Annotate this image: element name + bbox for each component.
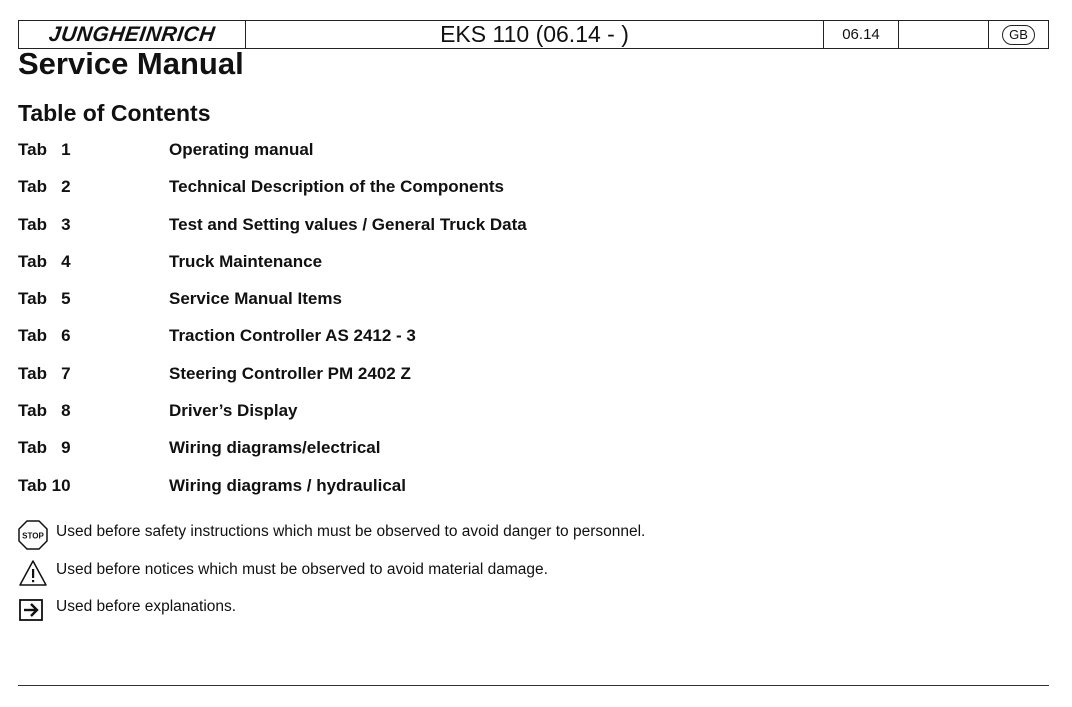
tab-title: Operating manual bbox=[169, 140, 314, 159]
toc-item[interactable] bbox=[18, 401, 718, 438]
tab-number: Tab 6 bbox=[18, 326, 71, 346]
legend-text: Used before notices which must be observed to avoid material damage. bbox=[56, 560, 548, 578]
toc-item[interactable] bbox=[18, 177, 718, 214]
toc-item[interactable] bbox=[18, 140, 718, 177]
tab-number: Tab 4 bbox=[18, 251, 71, 271]
language-badge: GB bbox=[1002, 25, 1035, 45]
tab-number: Tab 1 bbox=[18, 140, 71, 159]
tab-title: Truck Maintenance bbox=[169, 251, 323, 271]
legend-text: Used before explanations. bbox=[56, 598, 237, 615]
document-header bbox=[18, 20, 1049, 49]
page-title: Service Manual bbox=[18, 46, 244, 81]
tab-title: Technical Description of the Components bbox=[169, 177, 504, 197]
legend-text: Used before safety instructions which must be observed to avoid danger to personnel. bbox=[56, 523, 646, 540]
tab-title: Wiring diagrams / hydraulical bbox=[169, 475, 406, 495]
tab-title: Traction Controller AS 2412 - 3 bbox=[169, 326, 416, 346]
toc-item[interactable] bbox=[18, 364, 718, 401]
toc-item[interactable] bbox=[18, 438, 718, 475]
toc-item[interactable] bbox=[18, 252, 718, 289]
blank-cell bbox=[899, 21, 989, 48]
tab-title: Wiring diagrams/electrical bbox=[169, 438, 381, 458]
tab-number: Tab 5 bbox=[18, 289, 71, 309]
toc-item[interactable] bbox=[18, 215, 718, 252]
tab-number: Tab 3 bbox=[18, 214, 71, 234]
tab-number: Tab 10 bbox=[18, 475, 71, 495]
tab-title: Driver’s Display bbox=[169, 401, 298, 421]
date-cell bbox=[824, 21, 899, 48]
toc-item[interactable] bbox=[18, 326, 718, 363]
tab-number: Tab 7 bbox=[18, 363, 71, 383]
language-cell bbox=[989, 21, 1048, 48]
toc-heading: Table of Contents bbox=[18, 100, 211, 126]
tab-number: Tab 8 bbox=[18, 401, 71, 421]
brand-cell bbox=[19, 21, 246, 48]
table-of-contents bbox=[18, 140, 718, 513]
footer-divider bbox=[18, 685, 1049, 686]
tab-title: Steering Controller PM 2402 Z bbox=[169, 363, 411, 383]
document-date: 06.14 bbox=[842, 26, 880, 43]
toc-item[interactable] bbox=[18, 476, 718, 513]
tab-number: Tab 2 bbox=[18, 177, 71, 197]
tab-title: Service Manual Items bbox=[169, 289, 342, 309]
stop-icon-text: STOP bbox=[22, 531, 44, 541]
model-cell bbox=[246, 21, 824, 48]
tab-number: Tab 9 bbox=[18, 438, 71, 458]
arrow-right-icon bbox=[18, 595, 48, 625]
model-title: EKS 110 (06.14 - ) bbox=[440, 21, 629, 47]
stop-icon bbox=[18, 520, 48, 550]
tab-title: Test and Setting values / General Truck Data bbox=[169, 214, 527, 234]
warning-icon bbox=[18, 558, 48, 588]
brand-logo: JUNGHEINRICH bbox=[47, 22, 217, 46]
toc-item[interactable] bbox=[18, 289, 718, 326]
